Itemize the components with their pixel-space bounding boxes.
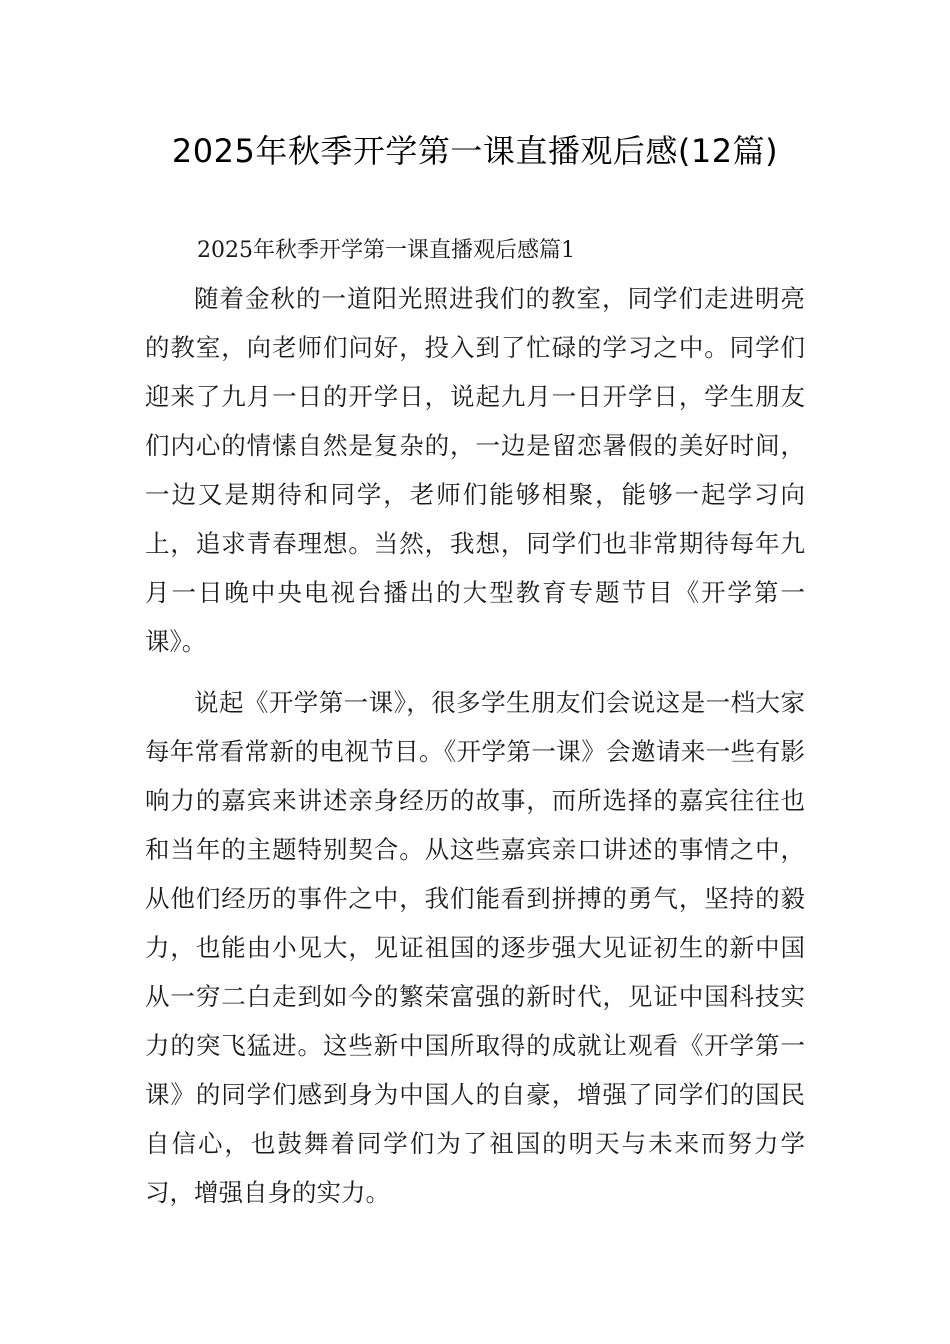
document-title: 2025年秋季开学第一课直播观后感(12篇) bbox=[171, 132, 779, 170]
document-body bbox=[145, 228, 805, 1229]
section-heading: 2025年秋季开学第一课直播观后感篇1 bbox=[197, 238, 575, 263]
paragraph-2: 说起《开学第一课》，很多学生朋友们会说这是一档大家每年常看常新的电视节目。《开学第一课》会邀请来一些有影响力的嘉宾来讲述亲身经历的故事，而所选择的嘉宾往往也和当年的主题特别契合。从这些嘉宾亲口讲述的事情之中，从他们经历的事件之中，我们能看到拼搏的勇气，坚持的毅力，也能由小见大，见证祖国的逐步强大见证初生的新中国从一穷二白走到如今的繁荣富强的新时代，见证中国科技实力的突飞猛进。这些新中国所取得的成就让观看《开学第一课》的同学们感到身为中国人的自豪，增强了同学们的国民自信心，也鼓舞着同学们为了祖国的明天与未来而努力学习，增强自身的实力。 bbox=[145, 688, 805, 1207]
paragraph-1: 随着金秋的一道阳光照进我们的教室，同学们走进明亮的教室，向老师们问好，投入到了忙碌的学习之中。同学们迎来了九月一日的开学日，说起九月一日开学日，学生朋友们内心的情愫自然是复杂的，一边是留恋暑假的美好时间，一边又是期待和同学，老师们能够相聚，能够一起学习向上，追求青春理想。当然，我想，同学们也非常期待每年九月一日晚中央电视台播出的大型教育专题节目《开学第一课》。 bbox=[145, 284, 805, 656]
